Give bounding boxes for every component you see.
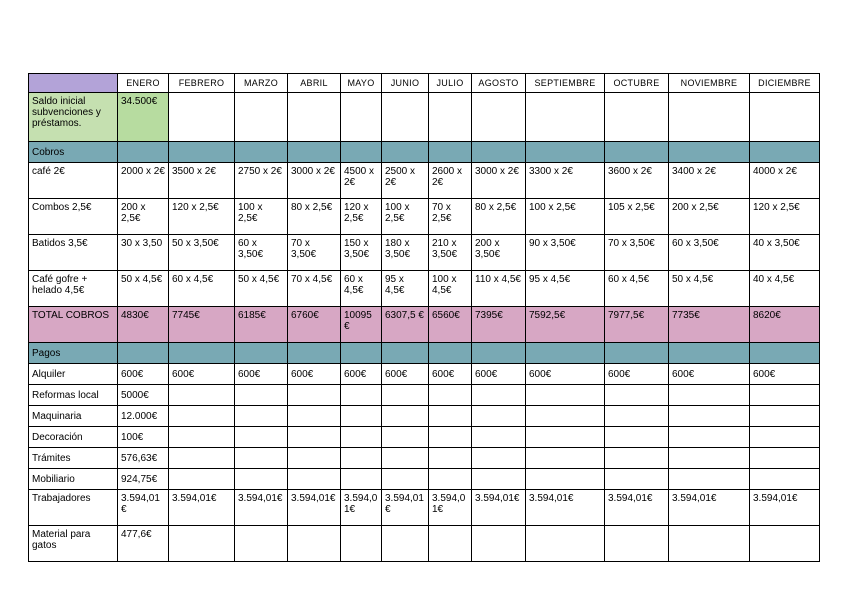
value-cell[interactable]: 40 x 3,50€ (750, 235, 820, 271)
value-cell[interactable]: 10095 € (341, 307, 382, 343)
section-cell[interactable] (235, 343, 288, 364)
value-cell[interactable]: 100 x 2,5€ (382, 199, 429, 235)
value-cell[interactable] (429, 406, 472, 427)
value-cell[interactable]: 600€ (288, 364, 341, 385)
value-cell[interactable]: 600€ (118, 364, 169, 385)
value-cell[interactable]: 100 x 2,5€ (526, 199, 605, 235)
value-cell[interactable] (429, 526, 472, 562)
value-cell[interactable] (429, 448, 472, 469)
value-cell[interactable]: 6760€ (288, 307, 341, 343)
pago-row (29, 490, 820, 526)
value-cell[interactable]: 3000 x 2€ (472, 163, 526, 199)
section-cell[interactable] (169, 142, 235, 163)
value-cell[interactable]: 200 x 3,50€ (472, 235, 526, 271)
pago-row (29, 469, 820, 490)
row-label[interactable]: Trámites (29, 448, 118, 469)
value-cell[interactable]: 70 x 3,50€ (288, 235, 341, 271)
row-label[interactable]: Combos 2,5€ (29, 199, 118, 235)
value-cell[interactable]: 3500 x 2€ (169, 163, 235, 199)
value-cell[interactable] (382, 448, 429, 469)
value-cell[interactable] (526, 448, 605, 469)
value-cell[interactable] (169, 469, 235, 490)
value-cell[interactable] (382, 526, 429, 562)
row-label[interactable]: Maquinaria (29, 406, 118, 427)
value-cell[interactable]: 100 x 4,5€ (429, 271, 472, 307)
value-cell[interactable]: 70 x 3,50€ (605, 235, 669, 271)
value-cell[interactable]: 180 x 3,50€ (382, 235, 429, 271)
section-cell[interactable] (341, 343, 382, 364)
value-cell[interactable] (235, 93, 288, 142)
value-cell[interactable]: 60 x 3,50€ (669, 235, 750, 271)
pago-row (29, 427, 820, 448)
row-label[interactable]: Material para gatos (29, 526, 118, 562)
row-label[interactable]: Batidos 3,5€ (29, 235, 118, 271)
value-cell[interactable] (341, 93, 382, 142)
value-cell[interactable] (526, 526, 605, 562)
value-cell[interactable] (605, 469, 669, 490)
section-label[interactable]: Pagos (29, 343, 118, 364)
value-cell[interactable]: 6307,5 € (382, 307, 429, 343)
value-cell[interactable] (382, 427, 429, 448)
month-header-abril[interactable]: ABRIL (288, 74, 341, 93)
value-cell[interactable] (429, 469, 472, 490)
section-cell[interactable] (669, 343, 750, 364)
value-cell[interactable] (605, 93, 669, 142)
value-cell[interactable] (341, 427, 382, 448)
value-cell[interactable] (750, 469, 820, 490)
value-cell[interactable]: 7977,5€ (605, 307, 669, 343)
value-cell[interactable]: 3.594,01€ (605, 490, 669, 526)
value-cell[interactable] (669, 448, 750, 469)
value-cell[interactable]: 600€ (526, 364, 605, 385)
value-cell[interactable]: 7745€ (169, 307, 235, 343)
section-cell[interactable] (169, 343, 235, 364)
value-cell[interactable]: 120 x 2,5€ (169, 199, 235, 235)
value-cell[interactable] (526, 93, 605, 142)
corner-cell[interactable] (29, 74, 118, 93)
value-cell[interactable]: 3.594,01€ (382, 490, 429, 526)
section-cell[interactable] (526, 142, 605, 163)
month-header-enero[interactable]: ENERO (118, 74, 169, 93)
value-cell[interactable] (235, 469, 288, 490)
value-cell[interactable] (169, 406, 235, 427)
value-cell[interactable]: 8620€ (750, 307, 820, 343)
value-cell[interactable] (169, 93, 235, 142)
pago-row (29, 526, 820, 562)
section-cell[interactable] (235, 142, 288, 163)
value-cell[interactable]: 600€ (429, 364, 472, 385)
value-cell[interactable] (288, 427, 341, 448)
value-cell[interactable]: 3.594,01€ (526, 490, 605, 526)
value-cell[interactable] (382, 385, 429, 406)
value-cell[interactable] (472, 385, 526, 406)
value-cell[interactable] (288, 526, 341, 562)
value-cell[interactable] (341, 385, 382, 406)
value-cell[interactable]: 477,6€ (118, 526, 169, 562)
value-cell[interactable]: 7592,5€ (526, 307, 605, 343)
value-cell[interactable] (605, 448, 669, 469)
row-label[interactable]: Reformas local (29, 385, 118, 406)
value-cell[interactable]: 12.000€ (118, 406, 169, 427)
value-cell[interactable]: 5000€ (118, 385, 169, 406)
cobros-section-row (29, 142, 820, 163)
month-header-diciembre[interactable]: DICIEMBRE (750, 74, 820, 93)
cobro-row (29, 199, 820, 235)
month-header-julio[interactable]: JULIO (429, 74, 472, 93)
value-cell[interactable]: 6185€ (235, 307, 288, 343)
row-label[interactable]: Trabajadores (29, 490, 118, 526)
total-cobros-row (29, 307, 820, 343)
cobro-row (29, 235, 820, 271)
value-cell[interactable] (288, 469, 341, 490)
value-cell[interactable]: 60 x 4,5€ (341, 271, 382, 307)
value-cell[interactable]: 40 x 4,5€ (750, 271, 820, 307)
value-cell[interactable]: 3.594,01€ (341, 490, 382, 526)
section-cell[interactable] (118, 142, 169, 163)
value-cell[interactable]: 2750 x 2€ (235, 163, 288, 199)
value-cell[interactable]: 50 x 3,50€ (169, 235, 235, 271)
value-cell[interactable] (750, 526, 820, 562)
value-cell[interactable]: 3.594,01€ (750, 490, 820, 526)
section-cell[interactable] (605, 343, 669, 364)
month-header-row (29, 74, 820, 93)
month-header-mayo[interactable]: MAYO (341, 74, 382, 93)
cobro-row (29, 163, 820, 199)
value-cell[interactable]: 90 x 3,50€ (526, 235, 605, 271)
value-cell[interactable]: 34.500€ (118, 93, 169, 142)
value-cell[interactable]: 600€ (750, 364, 820, 385)
value-cell[interactable] (288, 406, 341, 427)
value-cell[interactable]: 7395€ (472, 307, 526, 343)
value-cell[interactable]: 80 x 2,5€ (472, 199, 526, 235)
value-cell[interactable] (750, 427, 820, 448)
value-cell[interactable]: 80 x 2,5€ (288, 199, 341, 235)
value-cell[interactable] (669, 385, 750, 406)
value-cell[interactable]: 30 x 3,50 (118, 235, 169, 271)
value-cell[interactable]: 4000 x 2€ (750, 163, 820, 199)
section-cell[interactable] (750, 142, 820, 163)
value-cell[interactable]: 3.594,01€ (118, 490, 169, 526)
value-cell[interactable]: 70 x 4,5€ (288, 271, 341, 307)
month-header-marzo[interactable]: MARZO (235, 74, 288, 93)
value-cell[interactable] (526, 385, 605, 406)
value-cell[interactable]: 600€ (472, 364, 526, 385)
value-cell[interactable] (669, 427, 750, 448)
value-cell[interactable] (382, 406, 429, 427)
value-cell[interactable] (429, 385, 472, 406)
value-cell[interactable]: 3000 x 2€ (288, 163, 341, 199)
pago-row (29, 385, 820, 406)
pagos-section-row (29, 343, 820, 364)
row-label[interactable]: Alquiler (29, 364, 118, 385)
value-cell[interactable]: 4830€ (118, 307, 169, 343)
saldo-row (29, 93, 820, 142)
value-cell[interactable] (669, 93, 750, 142)
section-cell[interactable] (472, 343, 526, 364)
value-cell[interactable]: 3300 x 2€ (526, 163, 605, 199)
value-cell[interactable]: 50 x 4,5€ (235, 271, 288, 307)
value-cell[interactable]: 600€ (669, 364, 750, 385)
value-cell[interactable]: 100 x 2,5€ (235, 199, 288, 235)
value-cell[interactable]: 60 x 4,5€ (169, 271, 235, 307)
value-cell[interactable]: 3.594,01€ (429, 490, 472, 526)
value-cell[interactable]: 120 x 2,5€ (750, 199, 820, 235)
value-cell[interactable] (526, 469, 605, 490)
value-cell[interactable]: 3.594,01€ (169, 490, 235, 526)
value-cell[interactable] (472, 406, 526, 427)
value-cell[interactable]: 200 x 2,5€ (669, 199, 750, 235)
value-cell[interactable]: 600€ (605, 364, 669, 385)
value-cell[interactable] (605, 406, 669, 427)
value-cell[interactable] (472, 427, 526, 448)
value-cell[interactable] (169, 427, 235, 448)
section-cell[interactable] (526, 343, 605, 364)
value-cell[interactable] (169, 526, 235, 562)
row-label[interactable]: TOTAL COBROS (29, 307, 118, 343)
pago-row (29, 448, 820, 469)
section-cell[interactable] (472, 142, 526, 163)
month-header-febrero[interactable]: FEBRERO (169, 74, 235, 93)
section-cell[interactable] (750, 343, 820, 364)
value-cell[interactable] (526, 406, 605, 427)
value-cell[interactable]: 600€ (341, 364, 382, 385)
month-header-junio[interactable]: JUNIO (382, 74, 429, 93)
value-cell[interactable] (341, 526, 382, 562)
value-cell[interactable]: 924,75€ (118, 469, 169, 490)
value-cell[interactable]: 600€ (169, 364, 235, 385)
value-cell[interactable] (669, 469, 750, 490)
value-cell[interactable]: 600€ (235, 364, 288, 385)
row-label[interactable]: Mobiliario (29, 469, 118, 490)
section-cell[interactable] (382, 343, 429, 364)
value-cell[interactable] (472, 93, 526, 142)
row-label[interactable]: Saldo inicial subvenciones y préstamos. (29, 93, 118, 142)
value-cell[interactable]: 7735€ (669, 307, 750, 343)
value-cell[interactable]: 3400 x 2€ (669, 163, 750, 199)
value-cell[interactable]: 110 x 4,5€ (472, 271, 526, 307)
section-cell[interactable] (382, 142, 429, 163)
value-cell[interactable] (288, 448, 341, 469)
value-cell[interactable] (605, 427, 669, 448)
value-cell[interactable]: 120 x 2,5€ (341, 199, 382, 235)
cobro-row (29, 271, 820, 307)
value-cell[interactable]: 150 x 3,50€ (341, 235, 382, 271)
value-cell[interactable] (472, 469, 526, 490)
value-cell[interactable]: 2500 x 2€ (382, 163, 429, 199)
section-cell[interactable] (118, 343, 169, 364)
value-cell[interactable] (526, 427, 605, 448)
value-cell[interactable]: 6560€ (429, 307, 472, 343)
value-cell[interactable]: 50 x 4,5€ (669, 271, 750, 307)
value-cell[interactable]: 4500 x 2€ (341, 163, 382, 199)
value-cell[interactable] (472, 448, 526, 469)
month-header-octubre[interactable]: OCTUBRE (605, 74, 669, 93)
section-cell[interactable] (605, 142, 669, 163)
value-cell[interactable] (472, 526, 526, 562)
value-cell[interactable]: 3.594,01€ (472, 490, 526, 526)
section-cell[interactable] (288, 343, 341, 364)
row-label[interactable]: Café gofre + helado 4,5€ (29, 271, 118, 307)
value-cell[interactable]: 2000 x 2€ (118, 163, 169, 199)
value-cell[interactable]: 95 x 4,5€ (382, 271, 429, 307)
month-header-septiembre[interactable]: SEPTIEMBRE (526, 74, 605, 93)
section-cell[interactable] (288, 142, 341, 163)
row-label[interactable]: Decoración (29, 427, 118, 448)
value-cell[interactable]: 70 x 2,5€ (429, 199, 472, 235)
value-cell[interactable]: 3.594,01€ (235, 490, 288, 526)
row-label[interactable]: café 2€ (29, 163, 118, 199)
value-cell[interactable] (235, 385, 288, 406)
value-cell[interactable] (429, 427, 472, 448)
value-cell[interactable] (235, 448, 288, 469)
value-cell[interactable] (235, 427, 288, 448)
value-cell[interactable] (605, 385, 669, 406)
value-cell[interactable] (382, 93, 429, 142)
value-cell[interactable] (750, 406, 820, 427)
section-cell[interactable] (341, 142, 382, 163)
value-cell[interactable] (235, 526, 288, 562)
value-cell[interactable] (669, 406, 750, 427)
value-cell[interactable]: 60 x 4,5€ (605, 271, 669, 307)
value-cell[interactable] (341, 406, 382, 427)
value-cell[interactable]: 50 x 4,5€ (118, 271, 169, 307)
value-cell[interactable]: 600€ (382, 364, 429, 385)
value-cell[interactable] (605, 526, 669, 562)
value-cell[interactable]: 100€ (118, 427, 169, 448)
value-cell[interactable]: 200 x 2,5€ (118, 199, 169, 235)
value-cell[interactable]: 3.594,01€ (288, 490, 341, 526)
value-cell[interactable]: 3600 x 2€ (605, 163, 669, 199)
month-header-agosto[interactable]: AGOSTO (472, 74, 526, 93)
value-cell[interactable] (235, 406, 288, 427)
value-cell[interactable]: 2600 x 2€ (429, 163, 472, 199)
value-cell[interactable]: 576,63€ (118, 448, 169, 469)
value-cell[interactable]: 210 x 3,50€ (429, 235, 472, 271)
cashflow-table (28, 73, 820, 562)
value-cell[interactable] (429, 93, 472, 142)
value-cell[interactable] (169, 448, 235, 469)
section-cell[interactable] (429, 343, 472, 364)
value-cell[interactable] (750, 448, 820, 469)
month-header-noviembre[interactable]: NOVIEMBRE (669, 74, 750, 93)
value-cell[interactable] (288, 93, 341, 142)
section-cell[interactable] (669, 142, 750, 163)
value-cell[interactable] (750, 385, 820, 406)
value-cell[interactable] (382, 469, 429, 490)
value-cell[interactable]: 95 x 4,5€ (526, 271, 605, 307)
value-cell[interactable] (341, 469, 382, 490)
value-cell[interactable] (750, 93, 820, 142)
value-cell[interactable] (169, 385, 235, 406)
value-cell[interactable]: 3.594,01€ (669, 490, 750, 526)
value-cell[interactable]: 60 x 3,50€ (235, 235, 288, 271)
value-cell[interactable] (288, 385, 341, 406)
pago-row (29, 406, 820, 427)
value-cell[interactable]: 105 x 2,5€ (605, 199, 669, 235)
value-cell[interactable] (341, 448, 382, 469)
pago-row (29, 364, 820, 385)
section-cell[interactable] (429, 142, 472, 163)
section-label[interactable]: Cobros (29, 142, 118, 163)
value-cell[interactable] (669, 526, 750, 562)
